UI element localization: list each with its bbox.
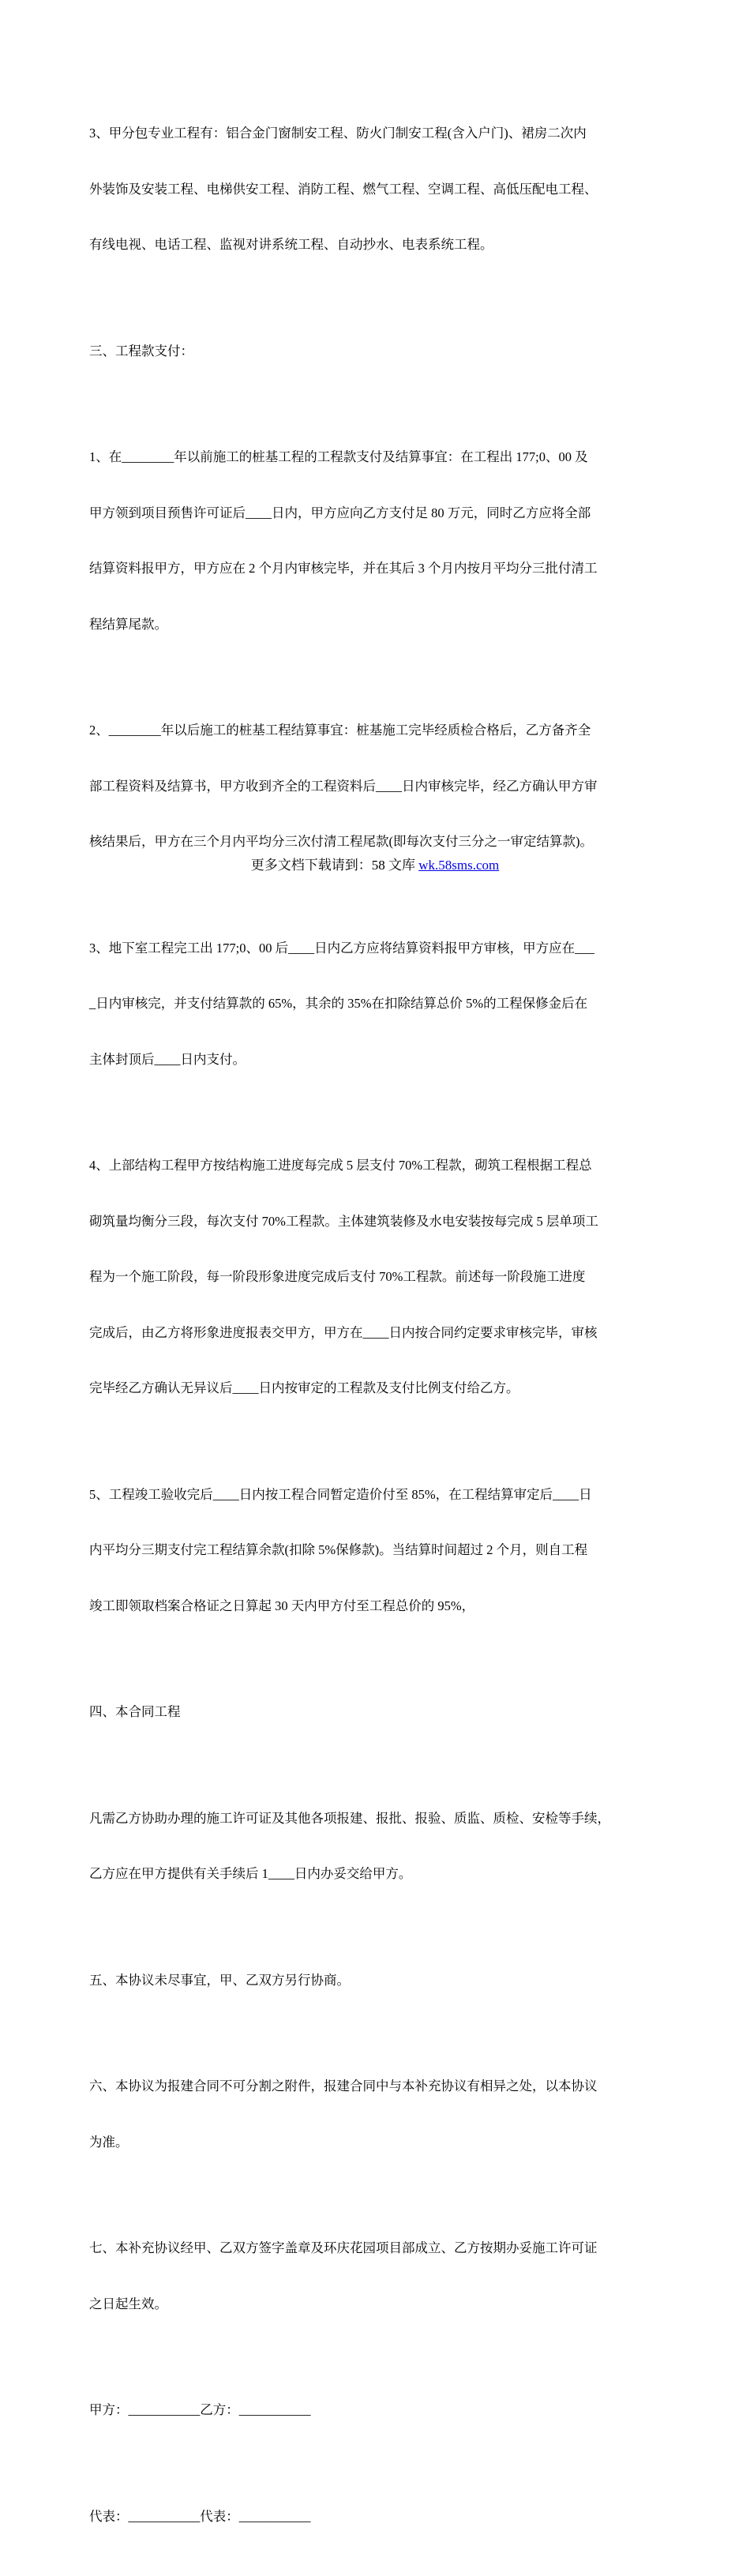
footer-link[interactable]: wk.58sms.com [418, 858, 500, 873]
text-line: 程为一个施工阶段，每一阶段形象进度完成后支付 70%工程款。前述每一阶段施工进度 [89, 1269, 586, 1284]
paragraph-clause-5 [89, 1934, 666, 2027]
text-line: 核结果后，甲方在三个月内平均分三次付清工程尾款(即每次支付三分之一审定结算款)。 [89, 834, 593, 849]
document-body [89, 87, 666, 2576]
text-line: 六、本协议为报建合同不可分割之附件，报建合同中与本补充协议有相异之处，以本协议 [89, 2078, 598, 2093]
text-line: 结算资料报甲方，甲方应在 2 个月内审核完毕，并在其后 3 个月内按月平均分三批付清工 [89, 561, 598, 576]
signature-parties [89, 2364, 666, 2457]
paragraph-payment-3 [89, 902, 666, 1106]
text-line: 主体封顶后____日内支付。 [89, 1051, 246, 1067]
text-line: 凡需乙方协助办理的施工许可证及其他各项报建、报批、报验、质监、质检、安检等手续， [89, 1810, 610, 1826]
paragraph-clause-7 [89, 2202, 666, 2350]
paragraph-subcontract [89, 87, 666, 291]
text-line: 完毕经乙方确认无异议后____日内按审定的工程款及支付比例支付给乙方。 [89, 1380, 519, 1395]
signature-line: 甲方：___________乙方：___________ [89, 2402, 311, 2417]
signature-representatives [89, 2470, 666, 2563]
text-line: 2、________年以后施工的桩基工程结算事宜：桩基施工完毕经质检合格后，乙方备齐全 [89, 723, 591, 738]
text-line: 4、上部结构工程甲方按结构施工进度每完成 5 层支付 70%工程款，砌筑工程根据工程总 [89, 1158, 592, 1173]
text-line: 七、本补充协议经甲、乙双方签字盖章及环庆花园项目部成立、乙方按期办妥施工许可证 [89, 2240, 598, 2255]
text-line: 五、本协议未尽事宜，甲、乙双方另行协商。 [89, 1972, 350, 1988]
paragraph-payment-4 [89, 1119, 666, 1435]
text-line: 1、在________年以前施工的桩基工程的工程款支付及结算事宜：在工程出 177;0、00 及 [89, 449, 588, 464]
text-line: 乙方应在甲方提供有关手续后 1____日内办妥交给甲方。 [89, 1866, 412, 1881]
text-line: _日内审核完，并支付结算款的 65%，其余的 35%在扣除结算总价 5%的工程保修金后在 [89, 996, 588, 1011]
heading-text: 四、本合同工程 [89, 1704, 181, 1719]
text-line: 内平均分三期支付完工程结算余款(扣除 5%保修款)。当结算时间超过 2 个月，则自工程 [89, 1542, 588, 1557]
paragraph-permits [89, 1772, 666, 1921]
heading-text: 三、工程款支付： [89, 343, 193, 359]
paragraph-payment-5 [89, 1448, 666, 1653]
heading-contract-works [89, 1665, 666, 1759]
text-line: 甲方领到项目预售许可证后____日内，甲方应向乙方支付足 80 万元，同时乙方应将全部 [89, 505, 591, 520]
text-line: 完成后，由乙方将形象进度报表交甲方，甲方在____日内按合同约定要求审核完毕，审核 [89, 1324, 598, 1340]
text-line: 部工程资料及结算书，甲方收到齐全的工程资料后____日内审核完毕，经乙方确认甲方审 [89, 778, 598, 794]
paragraph-payment-1 [89, 411, 666, 670]
text-line: 之日起生效。 [89, 2296, 167, 2311]
text-line: 3、甲分包专业工程有：铝合金门窗制安工程、防火门制安工程(含入户门)、裙房二次内 [89, 126, 587, 141]
text-line: 程结算尾款。 [89, 616, 167, 632]
paragraph-clause-6 [89, 2040, 666, 2188]
footer-text: 更多文档下载请到：58 文库 [250, 858, 419, 873]
text-line: 砌筑量均衡分三段，每次支付 70%工程款。主体建筑装修及水电安装按每完成 5 层单项工 [89, 1213, 598, 1229]
text-line: 为准。 [89, 2134, 129, 2150]
text-line: 有线电视、电话工程、监视对讲系统工程、自动抄水、电表系统工程。 [89, 237, 493, 252]
text-line: 竣工即领取档案合格证之日算起 30 天内甲方付至工程总价的 95%， [89, 1598, 475, 1613]
footer [0, 856, 750, 875]
signature-line: 代表：___________代表：___________ [89, 2508, 311, 2524]
heading-payment [89, 305, 666, 398]
text-line: 外装饰及安装工程、电梯供安工程、消防工程、燃气工程、空调工程、高低压配电工程、 [89, 181, 598, 197]
text-line: 5、工程竣工验收完后____日内按工程合同暂定造价付至 85%，在工程结算审定后____日 [89, 1486, 592, 1502]
text-line: 3、地下室工程完工出 177;0、00 后____日内乙方应将结算资料报甲方审核，甲方应在___ [89, 940, 594, 956]
